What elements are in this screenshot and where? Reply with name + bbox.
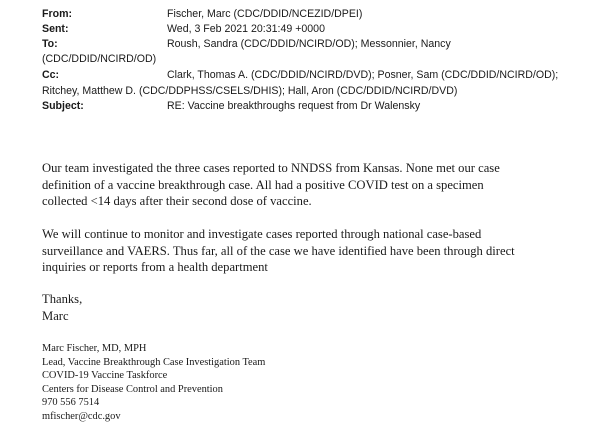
signature-org: Centers for Disease Control and Prevention <box>42 383 223 395</box>
closing <box>42 291 602 324</box>
closing-text: Thanks, <box>42 292 83 306</box>
from-value: Fischer, Marc (CDC/DDID/NCEZID/DPEI) <box>167 8 363 20</box>
to-value-line2: (CDC/DDID/NCIRD/OD) <box>42 53 157 65</box>
body-paragraph-2 <box>42 226 602 276</box>
from-label: From: <box>42 8 73 20</box>
closing-name: Marc <box>42 308 69 323</box>
signature-title: Lead, Vaccine Breakthrough Case Investigation Team <box>42 356 266 368</box>
cc-value-line1: Clark, Thomas A. (CDC/DDID/NCIRD/DVD); Posner, Sam (CDC/DDID/NCIRD/OD); <box>167 69 559 81</box>
paragraph-line: We will continue to monitor and investigate cases reported through national case-based <box>42 227 482 241</box>
cc-value-line2: Ritchey, Matthew D. (CDC/DDPHSS/CSELS/DHIS); Hall, Aron (CDC/DDID/NCIRD/DVD) <box>42 85 458 97</box>
sent-value: Wed, 3 Feb 2021 20:31:49 +0000 <box>167 23 325 35</box>
sent-label: Sent: <box>42 23 69 35</box>
cc-label: Cc: <box>42 69 60 81</box>
to-row <box>42 38 58 51</box>
signature-team: COVID-19 Vaccine Taskforce <box>42 370 168 381</box>
paragraph-line: Our team investigated the three cases reported to NNDSS from Kansas. None met our case <box>42 161 500 175</box>
paragraph-line: surveillance and VAERS. Thus far, all of the case we have identified have been through direct <box>42 243 515 258</box>
sent-row <box>42 23 68 36</box>
body-paragraph-1 <box>42 160 602 210</box>
to-value-line1: Roush, Sandra (CDC/DDID/NCIRD/OD); Messonnier, Nancy <box>167 38 451 50</box>
subject-row <box>42 100 84 113</box>
to-label: To: <box>42 38 58 50</box>
signature-phone: 970 556 7514 <box>42 397 100 408</box>
signature-block <box>42 342 265 423</box>
subject-value: RE: Vaccine breakthroughs request from Dr Walensky <box>167 100 421 112</box>
subject-label: Subject: <box>42 100 84 112</box>
signature-name: Marc Fischer, MD, MPH <box>42 343 147 354</box>
from-row <box>42 8 72 21</box>
signature-email[interactable]: mfischer@cdc.gov <box>42 410 121 422</box>
cc-row <box>42 69 59 82</box>
paragraph-line: collected <14 days after their second dose of vaccine. <box>42 194 312 208</box>
paragraph-line: definition of a vaccine breakthrough case. All had a positive COVID test on a specimen <box>42 177 484 192</box>
paragraph-line: inquiries or reports from a health department <box>42 260 268 274</box>
